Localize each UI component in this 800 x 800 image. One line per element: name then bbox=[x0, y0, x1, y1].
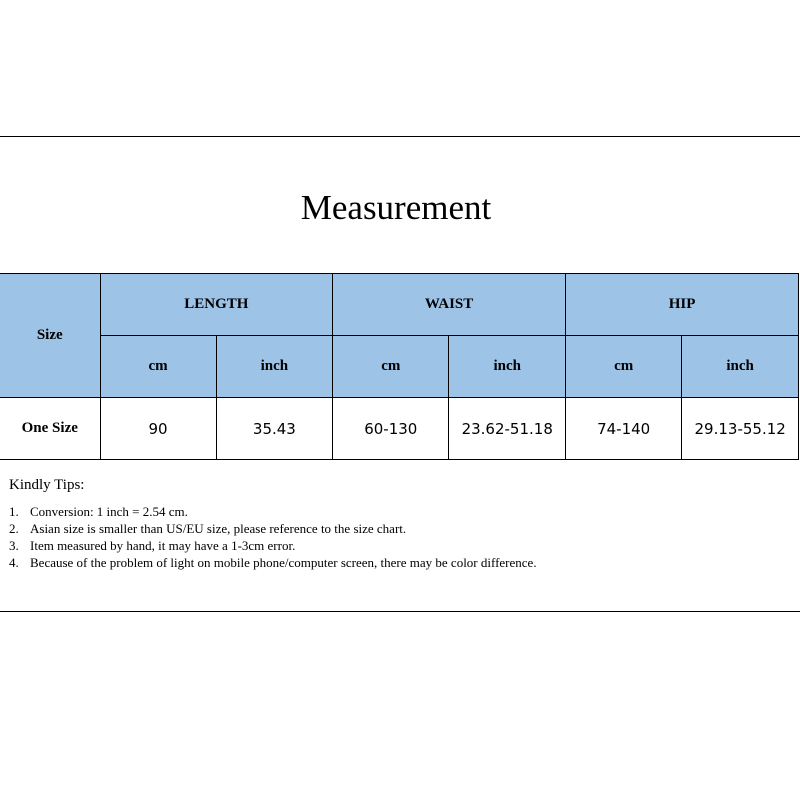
unit-cell: cm bbox=[566, 336, 682, 398]
tips-list bbox=[9, 503, 540, 571]
tip-number: 2. bbox=[9, 521, 19, 536]
unit-cell: cm bbox=[100, 336, 216, 398]
unit-row bbox=[0, 336, 799, 398]
unit-cell: inch bbox=[449, 336, 566, 398]
top-divider bbox=[0, 136, 800, 137]
value-cell: 74-140 bbox=[566, 398, 682, 460]
tip-text: Asian size is smaller than US/EU size, please reference to the size chart. bbox=[30, 521, 407, 536]
value-cell: 90 bbox=[100, 398, 216, 460]
size-chart-table bbox=[0, 273, 799, 460]
tips-section bbox=[9, 475, 540, 571]
header-row bbox=[0, 274, 799, 336]
value-cell: 23.62-51.18 bbox=[449, 398, 566, 460]
row-label-cell: One Size bbox=[0, 398, 100, 460]
value-cell: 35.43 bbox=[216, 398, 333, 460]
unit-cell: inch bbox=[216, 336, 333, 398]
bottom-divider bbox=[0, 611, 800, 612]
size-header-cell: Size bbox=[0, 274, 100, 398]
value-cell: 29.13-55.12 bbox=[682, 398, 799, 460]
tip-number: 3. bbox=[9, 538, 19, 553]
length-header-cell: LENGTH bbox=[100, 274, 333, 336]
unit-cell: cm bbox=[333, 336, 449, 398]
list-item bbox=[9, 503, 540, 520]
tip-text: Item measured by hand, it may have a 1-3cm error. bbox=[30, 538, 296, 553]
waist-header-cell: WAIST bbox=[333, 274, 566, 336]
table-row bbox=[0, 398, 799, 460]
page-title: Measurement bbox=[300, 188, 492, 227]
value-cell: 60-130 bbox=[333, 398, 449, 460]
list-item bbox=[9, 537, 540, 554]
tips-title: Kindly Tips: bbox=[9, 477, 85, 493]
tip-text: Conversion: 1 inch = 2.54 cm. bbox=[30, 504, 188, 519]
tip-number: 4. bbox=[9, 555, 19, 570]
list-item bbox=[9, 554, 540, 571]
tip-text: Because of the problem of light on mobile phone/computer screen, there may be color difference. bbox=[30, 555, 537, 570]
unit-cell: inch bbox=[682, 336, 799, 398]
hip-header-cell: HIP bbox=[566, 274, 799, 336]
tip-number: 1. bbox=[9, 504, 19, 519]
list-item bbox=[9, 520, 540, 537]
